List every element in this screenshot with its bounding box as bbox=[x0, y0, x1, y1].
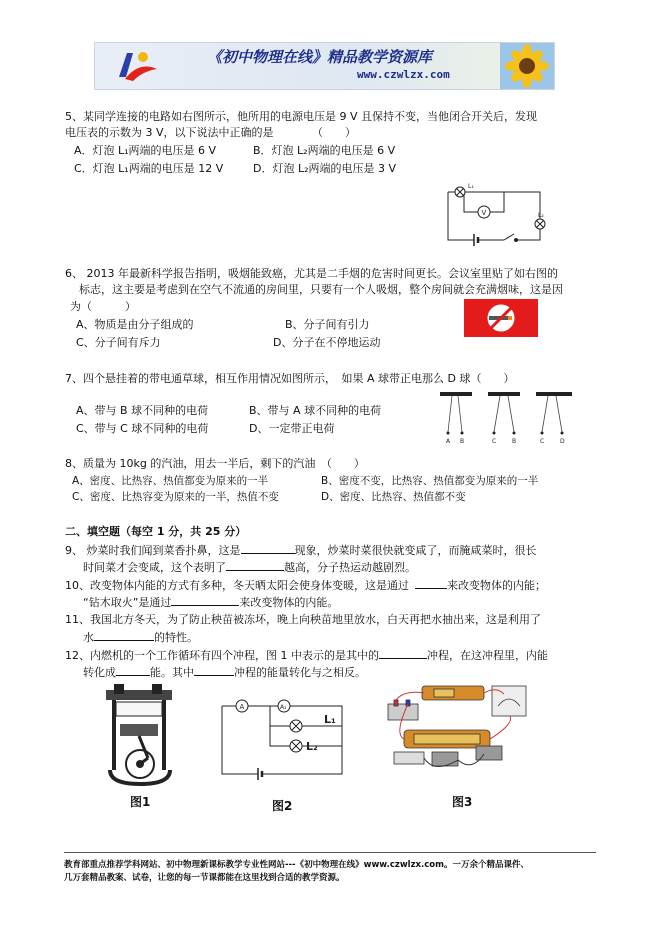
q12-line1 bbox=[65, 647, 548, 663]
q7-ball-label: D bbox=[560, 438, 565, 445]
q8-option-d: D、密度、比热容、热值都不变 bbox=[321, 491, 466, 503]
q12-blank-3[interactable] bbox=[194, 664, 234, 676]
q9-text: 越高，分子热运动越剧烈。 bbox=[284, 561, 416, 574]
q5-stem-line1: 5、某同学连接的电路如右图所示，他所用的电源电压是 9 V 且保持不变，当他闭合开关后，发现 bbox=[65, 110, 538, 123]
fig2-label-l1: L₁ bbox=[324, 713, 336, 726]
q11-blank-1[interactable] bbox=[94, 629, 154, 641]
q11-text: 的特性。 bbox=[154, 631, 198, 644]
q7-option-c: C、带与 C 球不同种的电荷 bbox=[76, 422, 209, 435]
q7-option-b: B、带与 A 球不同种的电荷 bbox=[249, 404, 382, 417]
q11-text: 水 bbox=[83, 631, 94, 644]
fig2-label-l2: L₂ bbox=[306, 740, 318, 753]
q7-charged-balls-diagram bbox=[438, 390, 578, 446]
q10-text: 来改变物体的内能； bbox=[447, 579, 546, 592]
q12-text: 冲程，在这冲程里，内能 bbox=[427, 649, 548, 662]
q5-lamp-l2 bbox=[535, 219, 545, 229]
q9-text: 现象，炒菜时菜很快就变咸了，而腌咸菜时，很长 bbox=[294, 544, 537, 557]
q7-ball-label: C bbox=[492, 438, 497, 445]
q6-option-d: D、分子在不停地运动 bbox=[273, 336, 381, 349]
q12-line2 bbox=[83, 664, 366, 680]
fig1-engine-diagram bbox=[100, 684, 180, 788]
footer-line1: 教育部重点推荐学科网站、初中物理新课标教学专业性网站---《初中物理在线》www.czwlzx.com。一万余个精品课件、 bbox=[64, 860, 529, 870]
q11-line2 bbox=[83, 629, 198, 645]
q5-option-a: A．灯泡 L₁两端的电压是 6 V bbox=[74, 144, 217, 157]
footer-divider bbox=[64, 852, 596, 853]
q5-stem-line2: 电压表的示数为 3 V，以下说法中正确的是 （ ） bbox=[65, 126, 357, 139]
q5-voltmeter-label: V bbox=[481, 209, 487, 217]
footer-line2: 几万套精品教案、试卷，让您的每一节课都能在这里找到合适的教学资源。 bbox=[64, 873, 345, 883]
q6-stem-line2: 标志，这主要是考虑到在空气不流通的房间里，只要有一个人吸烟，整个房间就会充满烟味，这是因 bbox=[79, 283, 563, 296]
q9-line1 bbox=[65, 542, 537, 558]
fig3-apparatus-photo bbox=[384, 684, 534, 784]
q10-line2 bbox=[83, 594, 338, 610]
q5-lamp-l1 bbox=[455, 187, 465, 197]
q6-stem-line1: 6、 2013 年最新科学报告指明，吸烟能致癌，尤其是二手烟的危害时间更长。会议室里贴了如右图的 bbox=[65, 267, 558, 280]
q12-text: 冲程的能量转化与之相反。 bbox=[234, 666, 366, 679]
q5-circuit-diagram bbox=[440, 180, 550, 252]
q12-text: 能。其中 bbox=[150, 666, 194, 679]
q12-blank-1[interactable] bbox=[379, 647, 427, 659]
no-smoking-sign-icon bbox=[464, 299, 538, 337]
q10-text: 来改变物体的内能。 bbox=[239, 596, 339, 609]
q8-option-a: A、密度、比热容、热值都变为原来的一半 bbox=[72, 475, 269, 487]
q5-label-l1: L₁ bbox=[468, 183, 474, 190]
q6-option-b: B、分子间有引力 bbox=[285, 318, 370, 331]
section-title: 二、填空题（每空 1 分，共 25 分） bbox=[65, 525, 247, 538]
q7-option-a: A、带与 B 球不同种的电荷 bbox=[76, 404, 209, 417]
q11-line1: 11、我国北方冬天，为了防止秧苗被冻坏，晚上向秧苗地里放水，白天再把水抽出来，这是利用了 bbox=[65, 613, 541, 626]
q7-ball-label: A bbox=[446, 438, 451, 445]
q12-text: 转化成 bbox=[83, 666, 116, 679]
q10-line1 bbox=[65, 577, 546, 593]
q5-label-l2: L₂ bbox=[538, 212, 544, 219]
fig2-caption: 图2 bbox=[272, 799, 293, 813]
q7-option-d: D、一定带正电荷 bbox=[249, 422, 335, 435]
q7-ball-label: C bbox=[540, 438, 545, 445]
q7-ball-label: B bbox=[460, 438, 465, 445]
q10-text: 10、改变物体内能的方式有多种，冬天晒太阳会使身体变暖，这是通过 bbox=[65, 579, 409, 592]
q10-blank-1[interactable] bbox=[415, 577, 447, 589]
q12-text: 12、内燃机的一个工作循环有四个冲程，图 1 中表示的是其中的 bbox=[65, 649, 379, 662]
banner-url: www.czwlzx.com bbox=[357, 68, 450, 81]
q9-blank-1[interactable] bbox=[241, 542, 295, 554]
header-banner bbox=[94, 42, 555, 90]
q5-option-b: B．灯泡 L₂两端的电压是 6 V bbox=[253, 144, 396, 157]
sunflower-icon bbox=[500, 43, 554, 89]
q10-blank-2[interactable] bbox=[171, 594, 239, 606]
q8-option-c: C、密度、比热容变为原来的一半，热值不变 bbox=[72, 491, 279, 503]
q9-text: 时间菜才会变咸，这个表明了 bbox=[83, 561, 226, 574]
q6-option-a: A、物质是由分子组成的 bbox=[76, 318, 194, 331]
fig2-label-a1: A₁ bbox=[280, 704, 287, 711]
q8-option-b: B、密度不变，比热容、热值都变为原来的一半 bbox=[321, 475, 539, 487]
q7-ball-label: B bbox=[512, 438, 517, 445]
q6-option-c: C、分子间有斥力 bbox=[76, 336, 161, 349]
q9-blank-2[interactable] bbox=[226, 559, 284, 571]
q6-stem-line3: 为（ ） bbox=[70, 300, 136, 313]
q12-blank-2[interactable] bbox=[116, 664, 150, 676]
q8-stem: 8、质量为 10kg 的汽油，用去一半后，剩下的汽油 （ ） bbox=[65, 457, 365, 470]
q10-text: “钻木取火”是通过 bbox=[83, 596, 172, 609]
q5-option-c: C．灯泡 L₁两端的电压是 12 V bbox=[74, 162, 224, 175]
fig1-caption: 图1 bbox=[130, 795, 151, 809]
q9-text: 9、 炒菜时我们闻到菜香扑鼻，这是 bbox=[65, 544, 241, 557]
banner-title: 《初中物理在线》精品教学资源库 bbox=[207, 48, 433, 66]
q5-option-d: D．灯泡 L₂两端的电压是 3 V bbox=[253, 162, 397, 175]
fig3-caption: 图3 bbox=[452, 795, 473, 809]
fig2-circuit-diagram bbox=[214, 690, 354, 782]
fig2-label-a: A bbox=[239, 703, 245, 711]
q9-line2 bbox=[83, 559, 416, 575]
q7-stem: 7、四个悬挂着的带电通草球，相互作用情况如图所示， 如果 A 球带正电那么 D 球（ ） bbox=[65, 372, 515, 385]
site-logo bbox=[113, 47, 161, 85]
